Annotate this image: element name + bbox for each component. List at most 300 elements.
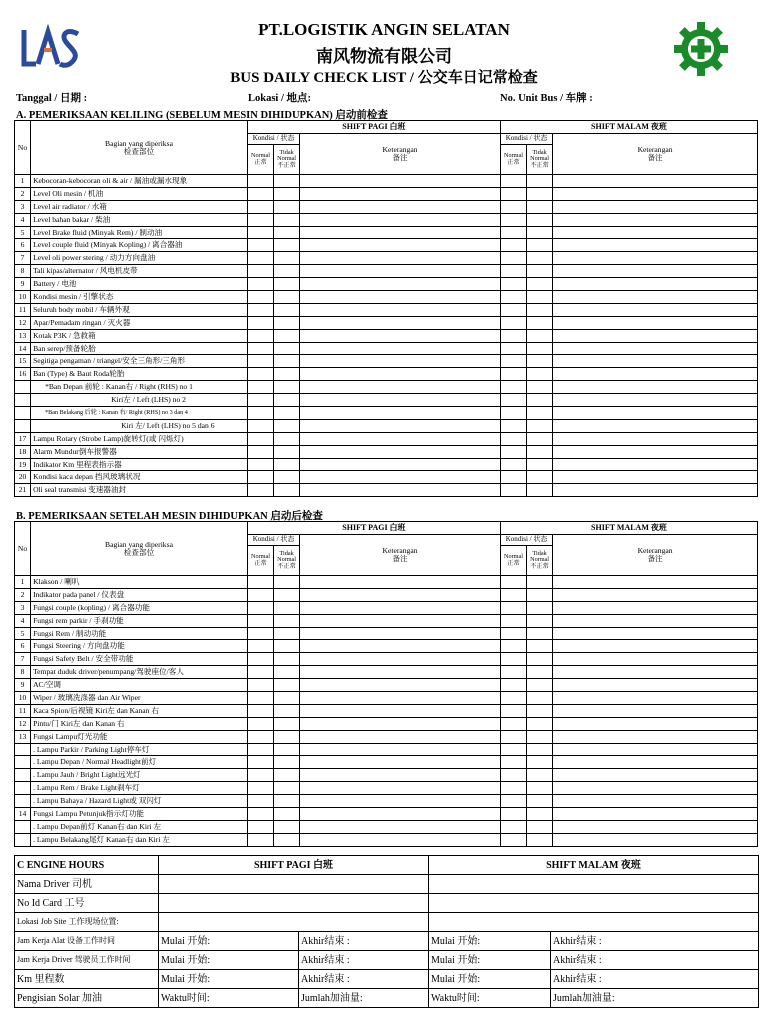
check-cell[interactable]: [274, 743, 300, 756]
check-cell[interactable]: [247, 640, 273, 653]
check-cell[interactable]: [553, 445, 758, 458]
check-cell[interactable]: [527, 666, 553, 679]
check-cell[interactable]: [553, 833, 758, 846]
check-cell[interactable]: [500, 213, 526, 226]
check-cell[interactable]: [274, 601, 300, 614]
check-cell[interactable]: [274, 381, 300, 394]
check-cell[interactable]: [300, 782, 501, 795]
check-cell[interactable]: [500, 808, 526, 821]
check-cell[interactable]: [274, 730, 300, 743]
check-cell[interactable]: [527, 576, 553, 589]
check-cell[interactable]: [274, 265, 300, 278]
check-cell[interactable]: [274, 808, 300, 821]
check-cell[interactable]: [300, 601, 501, 614]
check-cell[interactable]: [247, 226, 273, 239]
check-cell[interactable]: [274, 588, 300, 601]
check-cell[interactable]: [247, 213, 273, 226]
check-cell[interactable]: [247, 316, 273, 329]
check-cell[interactable]: [527, 303, 553, 316]
solar-malam-jumlah[interactable]: Jumlah加油量:: [551, 989, 759, 1008]
check-cell[interactable]: [500, 471, 526, 484]
check-cell[interactable]: [500, 419, 526, 432]
check-cell[interactable]: [247, 743, 273, 756]
lokasi-job-malam-field[interactable]: [429, 913, 759, 932]
check-cell[interactable]: [300, 329, 501, 342]
check-cell[interactable]: [527, 601, 553, 614]
check-cell[interactable]: [247, 782, 273, 795]
jam-driver-malam-akhir[interactable]: Akhir结束 :: [551, 951, 759, 970]
check-cell[interactable]: [247, 394, 273, 407]
check-cell[interactable]: [300, 833, 501, 846]
check-cell[interactable]: [553, 679, 758, 692]
check-cell[interactable]: [553, 820, 758, 833]
jam-driver-pagi-akhir[interactable]: Akhir结束 :: [299, 951, 429, 970]
check-cell[interactable]: [553, 252, 758, 265]
check-cell[interactable]: [553, 303, 758, 316]
check-cell[interactable]: [527, 471, 553, 484]
check-cell[interactable]: [500, 187, 526, 200]
check-cell[interactable]: [247, 730, 273, 743]
check-cell[interactable]: [300, 614, 501, 627]
check-cell[interactable]: [300, 756, 501, 769]
check-cell[interactable]: [247, 381, 273, 394]
solar-pagi-waktu[interactable]: Waktu时间:: [159, 989, 299, 1008]
check-cell[interactable]: [527, 200, 553, 213]
check-cell[interactable]: [300, 265, 501, 278]
check-cell[interactable]: [247, 278, 273, 291]
check-cell[interactable]: [500, 291, 526, 304]
check-cell[interactable]: [300, 342, 501, 355]
check-cell[interactable]: [527, 679, 553, 692]
id-card-pagi-field[interactable]: [159, 894, 429, 913]
check-cell[interactable]: [274, 239, 300, 252]
check-cell[interactable]: [247, 627, 273, 640]
check-cell[interactable]: [500, 355, 526, 368]
check-cell[interactable]: [247, 175, 273, 188]
check-cell[interactable]: [500, 445, 526, 458]
check-cell[interactable]: [553, 576, 758, 589]
check-cell[interactable]: [274, 484, 300, 497]
check-cell[interactable]: [274, 278, 300, 291]
check-cell[interactable]: [247, 291, 273, 304]
check-cell[interactable]: [247, 445, 273, 458]
check-cell[interactable]: [274, 200, 300, 213]
check-cell[interactable]: [500, 316, 526, 329]
check-cell[interactable]: [274, 653, 300, 666]
check-cell[interactable]: [300, 316, 501, 329]
check-cell[interactable]: [274, 833, 300, 846]
check-cell[interactable]: [274, 666, 300, 679]
check-cell[interactable]: [300, 484, 501, 497]
check-cell[interactable]: [300, 679, 501, 692]
check-cell[interactable]: [500, 432, 526, 445]
check-cell[interactable]: [247, 666, 273, 679]
check-cell[interactable]: [553, 419, 758, 432]
check-cell[interactable]: [500, 614, 526, 627]
check-cell[interactable]: [527, 226, 553, 239]
check-cell[interactable]: [274, 692, 300, 705]
check-cell[interactable]: [527, 432, 553, 445]
check-cell[interactable]: [247, 692, 273, 705]
check-cell[interactable]: [553, 782, 758, 795]
check-cell[interactable]: [300, 666, 501, 679]
check-cell[interactable]: [553, 614, 758, 627]
check-cell[interactable]: [553, 342, 758, 355]
check-cell[interactable]: [553, 239, 758, 252]
check-cell[interactable]: [500, 175, 526, 188]
check-cell[interactable]: [500, 769, 526, 782]
check-cell[interactable]: [247, 808, 273, 821]
check-cell[interactable]: [527, 640, 553, 653]
check-cell[interactable]: [553, 808, 758, 821]
check-cell[interactable]: [300, 278, 501, 291]
check-cell[interactable]: [247, 368, 273, 381]
check-cell[interactable]: [247, 407, 273, 420]
check-cell[interactable]: [553, 627, 758, 640]
check-cell[interactable]: [274, 342, 300, 355]
check-cell[interactable]: [300, 200, 501, 213]
check-cell[interactable]: [274, 175, 300, 188]
check-cell[interactable]: [274, 252, 300, 265]
check-cell[interactable]: [274, 355, 300, 368]
check-cell[interactable]: [527, 795, 553, 808]
check-cell[interactable]: [553, 200, 758, 213]
check-cell[interactable]: [553, 730, 758, 743]
solar-malam-waktu[interactable]: Waktu时间:: [429, 989, 551, 1008]
check-cell[interactable]: [247, 265, 273, 278]
check-cell[interactable]: [300, 187, 501, 200]
check-cell[interactable]: [527, 407, 553, 420]
check-cell[interactable]: [553, 601, 758, 614]
check-cell[interactable]: [300, 576, 501, 589]
check-cell[interactable]: [553, 692, 758, 705]
check-cell[interactable]: [300, 303, 501, 316]
check-cell[interactable]: [247, 355, 273, 368]
check-cell[interactable]: [247, 795, 273, 808]
check-cell[interactable]: [300, 640, 501, 653]
check-cell[interactable]: [500, 329, 526, 342]
check-cell[interactable]: [500, 795, 526, 808]
check-cell[interactable]: [553, 265, 758, 278]
check-cell[interactable]: [274, 614, 300, 627]
check-cell[interactable]: [527, 278, 553, 291]
check-cell[interactable]: [527, 588, 553, 601]
check-cell[interactable]: [247, 200, 273, 213]
check-cell[interactable]: [274, 576, 300, 589]
check-cell[interactable]: [527, 368, 553, 381]
check-cell[interactable]: [527, 820, 553, 833]
check-cell[interactable]: [247, 303, 273, 316]
check-cell[interactable]: [527, 730, 553, 743]
check-cell[interactable]: [500, 666, 526, 679]
check-cell[interactable]: [527, 692, 553, 705]
check-cell[interactable]: [247, 717, 273, 730]
check-cell[interactable]: [247, 704, 273, 717]
check-cell[interactable]: [527, 213, 553, 226]
check-cell[interactable]: [527, 717, 553, 730]
check-cell[interactable]: [500, 833, 526, 846]
check-cell[interactable]: [500, 303, 526, 316]
check-cell[interactable]: [247, 342, 273, 355]
check-cell[interactable]: [553, 175, 758, 188]
check-cell[interactable]: [527, 782, 553, 795]
check-cell[interactable]: [300, 368, 501, 381]
check-cell[interactable]: [274, 640, 300, 653]
check-cell[interactable]: [247, 588, 273, 601]
check-cell[interactable]: [553, 316, 758, 329]
check-cell[interactable]: [553, 458, 758, 471]
check-cell[interactable]: [527, 484, 553, 497]
check-cell[interactable]: [553, 187, 758, 200]
km-malam-mulai[interactable]: Mulai 开始:: [429, 970, 551, 989]
check-cell[interactable]: [553, 756, 758, 769]
check-cell[interactable]: [553, 640, 758, 653]
check-cell[interactable]: [553, 213, 758, 226]
check-cell[interactable]: [274, 445, 300, 458]
check-cell[interactable]: [553, 471, 758, 484]
check-cell[interactable]: [500, 692, 526, 705]
check-cell[interactable]: [274, 679, 300, 692]
check-cell[interactable]: [500, 653, 526, 666]
check-cell[interactable]: [300, 743, 501, 756]
check-cell[interactable]: [500, 640, 526, 653]
check-cell[interactable]: [247, 458, 273, 471]
check-cell[interactable]: [274, 820, 300, 833]
check-cell[interactable]: [500, 239, 526, 252]
check-cell[interactable]: [500, 265, 526, 278]
km-malam-akhir[interactable]: Akhir结束 :: [551, 970, 759, 989]
check-cell[interactable]: [300, 588, 501, 601]
kondisi-header: Kondisi / 状态: [500, 535, 552, 546]
check-cell[interactable]: [500, 820, 526, 833]
check-cell[interactable]: [247, 576, 273, 589]
check-cell[interactable]: [500, 730, 526, 743]
check-cell[interactable]: [527, 458, 553, 471]
check-cell[interactable]: [274, 432, 300, 445]
check-cell[interactable]: [300, 704, 501, 717]
check-cell[interactable]: [300, 692, 501, 705]
check-cell[interactable]: [300, 445, 501, 458]
check-cell[interactable]: [247, 484, 273, 497]
check-cell[interactable]: [527, 291, 553, 304]
check-cell[interactable]: [247, 239, 273, 252]
check-cell[interactable]: [500, 601, 526, 614]
check-cell[interactable]: [527, 252, 553, 265]
check-cell[interactable]: [500, 226, 526, 239]
check-cell[interactable]: [500, 368, 526, 381]
check-cell[interactable]: [247, 653, 273, 666]
check-cell[interactable]: [500, 200, 526, 213]
check-cell[interactable]: [300, 717, 501, 730]
check-cell[interactable]: [274, 717, 300, 730]
check-cell[interactable]: [247, 432, 273, 445]
check-cell[interactable]: [553, 381, 758, 394]
check-cell[interactable]: [300, 407, 501, 420]
check-cell[interactable]: [300, 239, 501, 252]
check-cell[interactable]: [274, 329, 300, 342]
check-cell[interactable]: [500, 627, 526, 640]
check-cell[interactable]: [500, 782, 526, 795]
check-cell[interactable]: [527, 704, 553, 717]
check-cell[interactable]: [274, 316, 300, 329]
jam-alat-pagi-akhir[interactable]: Akhir结束 :: [299, 932, 429, 951]
check-cell[interactable]: [247, 601, 273, 614]
check-cell[interactable]: [300, 291, 501, 304]
check-cell[interactable]: [527, 381, 553, 394]
check-cell[interactable]: [300, 432, 501, 445]
check-cell[interactable]: [300, 458, 501, 471]
check-cell[interactable]: [553, 355, 758, 368]
check-cell[interactable]: [300, 653, 501, 666]
check-cell[interactable]: [500, 407, 526, 420]
jam-driver-pagi-mulai[interactable]: Mulai 开始:: [159, 951, 299, 970]
check-cell[interactable]: [274, 226, 300, 239]
check-cell[interactable]: [527, 419, 553, 432]
check-cell[interactable]: [274, 407, 300, 420]
jam-driver-malam-mulai[interactable]: Mulai 开始:: [429, 951, 551, 970]
check-cell[interactable]: [553, 588, 758, 601]
check-cell[interactable]: [274, 782, 300, 795]
check-cell[interactable]: [553, 653, 758, 666]
check-cell[interactable]: [500, 743, 526, 756]
id-card-malam-field[interactable]: [429, 894, 759, 913]
check-cell[interactable]: [300, 381, 501, 394]
jam-alat-malam-mulai[interactable]: Mulai 开始:: [429, 932, 551, 951]
check-cell[interactable]: [553, 407, 758, 420]
check-cell[interactable]: [274, 368, 300, 381]
check-cell[interactable]: [300, 394, 501, 407]
lokasi-job-pagi-field[interactable]: [159, 913, 429, 932]
check-cell[interactable]: [527, 175, 553, 188]
jam-alat-malam-akhir[interactable]: Akhir结束 :: [551, 932, 759, 951]
check-cell[interactable]: [553, 432, 758, 445]
nama-driver-pagi-field[interactable]: [159, 875, 429, 894]
check-cell[interactable]: [247, 419, 273, 432]
check-cell[interactable]: [247, 679, 273, 692]
nama-driver-malam-field[interactable]: [429, 875, 759, 894]
check-cell[interactable]: [274, 187, 300, 200]
check-cell[interactable]: [500, 381, 526, 394]
km-pagi-akhir[interactable]: Akhir结束 :: [299, 970, 429, 989]
check-cell[interactable]: [247, 769, 273, 782]
check-cell[interactable]: [527, 239, 553, 252]
check-cell[interactable]: [527, 769, 553, 782]
check-cell[interactable]: [300, 627, 501, 640]
check-cell[interactable]: [500, 458, 526, 471]
check-cell[interactable]: [247, 329, 273, 342]
check-cell[interactable]: [553, 484, 758, 497]
check-cell[interactable]: [527, 756, 553, 769]
check-cell[interactable]: [500, 704, 526, 717]
check-cell[interactable]: [247, 614, 273, 627]
check-cell[interactable]: [553, 368, 758, 381]
check-cell[interactable]: [553, 717, 758, 730]
check-cell[interactable]: [274, 795, 300, 808]
check-cell[interactable]: [553, 226, 758, 239]
check-cell[interactable]: [500, 394, 526, 407]
check-cell[interactable]: [553, 704, 758, 717]
check-cell[interactable]: [527, 653, 553, 666]
solar-pagi-jumlah[interactable]: Jumlah加油量:: [299, 989, 429, 1008]
table-row: [15, 432, 758, 445]
check-cell[interactable]: [553, 329, 758, 342]
jam-alat-pagi-mulai[interactable]: Mulai 开始:: [159, 932, 299, 951]
check-cell[interactable]: [527, 445, 553, 458]
check-cell[interactable]: [274, 627, 300, 640]
check-cell[interactable]: [300, 419, 501, 432]
check-cell[interactable]: [300, 226, 501, 239]
check-cell[interactable]: [527, 329, 553, 342]
check-cell[interactable]: [274, 704, 300, 717]
check-cell[interactable]: [300, 355, 501, 368]
check-cell[interactable]: [247, 833, 273, 846]
check-cell[interactable]: [300, 795, 501, 808]
check-cell[interactable]: [274, 769, 300, 782]
check-cell[interactable]: [527, 265, 553, 278]
check-cell[interactable]: [500, 576, 526, 589]
check-cell[interactable]: [274, 213, 300, 226]
check-cell[interactable]: [553, 291, 758, 304]
check-cell[interactable]: [274, 291, 300, 304]
check-cell[interactable]: [527, 342, 553, 355]
check-cell[interactable]: [247, 471, 273, 484]
check-cell[interactable]: [300, 471, 501, 484]
check-cell[interactable]: [527, 614, 553, 627]
check-cell[interactable]: [300, 252, 501, 265]
check-cell[interactable]: [527, 833, 553, 846]
check-cell[interactable]: [500, 278, 526, 291]
check-cell[interactable]: [300, 175, 501, 188]
check-cell[interactable]: [300, 808, 501, 821]
check-cell[interactable]: [500, 756, 526, 769]
check-cell[interactable]: [300, 769, 501, 782]
check-cell[interactable]: [500, 717, 526, 730]
check-cell[interactable]: [247, 756, 273, 769]
check-cell[interactable]: [553, 743, 758, 756]
check-cell[interactable]: [553, 666, 758, 679]
check-cell[interactable]: [527, 187, 553, 200]
check-cell[interactable]: [553, 278, 758, 291]
check-cell[interactable]: [527, 394, 553, 407]
check-cell[interactable]: [527, 627, 553, 640]
check-cell[interactable]: [500, 484, 526, 497]
check-cell[interactable]: [300, 820, 501, 833]
km-pagi-mulai[interactable]: Mulai 开始:: [159, 970, 299, 989]
check-cell[interactable]: [500, 342, 526, 355]
check-cell[interactable]: [247, 187, 273, 200]
check-cell[interactable]: [553, 769, 758, 782]
check-cell[interactable]: [553, 394, 758, 407]
check-cell[interactable]: [274, 458, 300, 471]
check-cell[interactable]: [527, 743, 553, 756]
check-cell[interactable]: [247, 820, 273, 833]
check-cell[interactable]: [300, 213, 501, 226]
check-cell[interactable]: [500, 252, 526, 265]
check-cell[interactable]: [274, 756, 300, 769]
check-cell[interactable]: [527, 355, 553, 368]
check-cell[interactable]: [500, 679, 526, 692]
check-cell[interactable]: [300, 730, 501, 743]
check-cell[interactable]: [274, 419, 300, 432]
check-cell[interactable]: [500, 588, 526, 601]
check-cell[interactable]: [274, 303, 300, 316]
check-cell[interactable]: [527, 316, 553, 329]
check-cell[interactable]: [553, 795, 758, 808]
check-cell[interactable]: [274, 394, 300, 407]
check-cell[interactable]: [274, 471, 300, 484]
check-cell[interactable]: [247, 252, 273, 265]
check-cell[interactable]: [527, 808, 553, 821]
